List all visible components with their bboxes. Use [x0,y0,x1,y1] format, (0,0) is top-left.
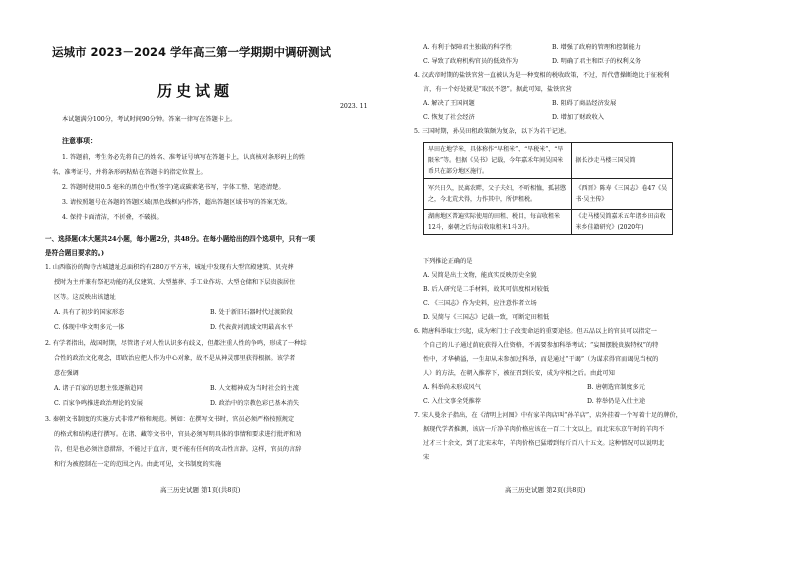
question-1-option[interactable]: C. 体现中华文明多元一体 [54,324,125,331]
question-6-stem: 人）的方法，在朝入推荐下，被征召到长安，成为宰相之后。由此可知 [423,370,615,377]
page-footer: 高三历史试题 第2页(共8页) [505,486,586,494]
table-row [424,179,673,210]
question-6-stem: 个自己的儿子通过荫庇获得入仕资格，不需要参加科举考试；“妄图摆脱贵族特权”的特 [423,342,659,349]
source-text: 军兴日久，民离农畔，父子夫妇，不听相恤，孤甚愍之，今北荒犬得，力作其中，所伊租税。 [424,179,572,210]
question-4-option[interactable]: D. 增加了财政收入 [552,114,604,121]
subject-title: 历史试题 [157,82,234,100]
source-citation: 《西晋》陈寿《三国志》卷47《吴书·吴主传》 [571,179,672,210]
source-text: 湖南地区普遍实际使用的田租、税目，每亩收租米12斗，秦朝之后每亩收取租米1斗3升。 [424,210,572,235]
page-footer: 高三历史试题 第1页(共8页) [160,486,241,494]
table-row [424,143,673,179]
question-2-option[interactable]: B. 人文精神成为当时社会的主流 [210,385,299,392]
exam-intro: 本试题满分100分，考试时间90分钟。答案一律写在答题卡上。 [62,116,237,123]
question-4-option[interactable]: A. 解决了王国问题 [423,100,475,107]
question-3-stem: 3. 秦朝文书制度的实施方式非常严格和规范。例如：在撰写文书时，官员必须严格按照规定 [45,416,295,423]
exam-title: 运城市 2023－2024 学年高三第一学期期中调研测试 [52,45,332,59]
question-4-option[interactable]: C. 恢复了社会经济 [423,114,475,121]
notice-line: 2. 答题时使用0.5 毫米的黑色中性(签字)笔或碳素笔书写，字体工整、笔迹清楚。 [62,184,285,191]
question-7-stem: 宋 [423,454,430,461]
question-3-option[interactable]: B. 增强了政府的管理和控制能力 [552,44,641,51]
question-7-stem: 7. 宋人曼余子指出，在《清明上河图》中有家羊肉店叫“孙羊店”，店外挂着一个写着十足的牌价， [414,412,682,419]
question-6-option[interactable]: A. 科举尚未形成风气 [423,384,481,391]
question-7-stem: 据现代学者推测，该店一斤净羊肉价格应该在一百二十文以上，而北宋东京午时的羊肉不 [423,426,665,433]
question-6-stem: 6. 隋唐科举取士兴起，成为寒门士子改变命运的重要途径。但五品以上的官员可以指定一 [414,328,657,335]
question-4-stem: 4. 汉武帝时期的盐铁官营一直被认为是一种变相的税收政策，不过，晋代曹操断绝比于征税利 [414,72,670,79]
question-3-option[interactable]: D. 明确了君主和臣子的权利义务 [552,58,642,65]
question-4-stem: 言，有一个好处就是“取民不怨”。据此可知，盐铁官营 [423,86,572,93]
question-6-stem: 性中，才华横溢，一生却从未参加过科举，而是通过“干谒”（为谋求得官而谒见当权的 [423,356,659,363]
notice-heading: 注意事项： [62,136,97,145]
question-1-option[interactable]: A. 具有了初步的国家形态 [54,309,125,316]
notice-line: 4. 保持卡面清洁，不折叠，不破损。 [62,214,163,221]
question-6-option[interactable]: B. 唐朝选官制度多元 [587,384,645,391]
question-2-option[interactable]: D. 政治中的宗教色彩已基本消失 [210,400,300,407]
question-5-option[interactable]: A. 吴简是出土文物，能真实反映历史全貌 [423,272,537,279]
question-3-stem: 告，但是也必须注意措辞，不能过于直言，更不能有任何的攻击性言辞。这样，官员的言辞 [54,446,302,453]
notice-line: 3. 请按照题号在各题的答题区域(黑色线框)内作答，超出答题区域书写的答案无效。 [62,199,292,206]
question-7-stem: 过才三十余文，到了北宋末年，羊肉价格已猛增到每斤百八十五文。这种情况可以说明北 [423,440,665,447]
question-2-stem: 意在强调 [54,370,79,377]
question-3-option[interactable]: A. 有利于保障君主独裁的科学性 [423,44,512,51]
source-citation: 《走马楼吴简嘉禾五年诸乡田亩收米乡佳籍研究》(2020年) [571,210,672,235]
source-text: 早田在地学米，具体称作“早租米”、“旱税米”、“旱限米”等。但据《吴书》记载，今年嘉禾年间吴国米币只在部分地区施行。 [424,143,572,179]
notice-line: 1. 答题前，考生务必先将自己的姓名、准考证号填写在答题卡上，认真核对条形码上的姓 [62,154,305,161]
section-heading: 是符合题目要求的。) [45,249,105,257]
question-1-stem: 区等。这反映出该遗址 [54,294,116,301]
notice-line: 名、准考证号，并将条形码粘贴在答题卡的指定位置上。 [52,169,207,176]
question-2-option[interactable]: A. 诸子百家的思想主张逐渐趋同 [54,385,143,392]
question-6-option[interactable]: C. 入仕文事全凭推荐 [423,398,481,405]
question-3-stem: 的格式和结构进行撰写。在诸、藏等文书中，官员必须写明具体的事情和要求进行批评和劝 [54,431,302,438]
source-citation: 据长沙走马楼三国吴简 [571,143,672,179]
question-3-stem: 和行为被控制在一定的范围之内。由此可见，文书制度的实施 [54,461,222,468]
question-1-option[interactable]: D. 代表黄河流域文明最高水平 [210,324,293,331]
question-1-option[interactable]: B. 处于新旧石器时代过渡阶段 [210,309,293,316]
question-6-option[interactable]: D. 荐举仍是入仕主途 [587,398,646,405]
source-table [423,142,673,235]
question-5-stem: 5. 三国时期，孙吴田租政策颇为复杂，以下为若干记述。 [414,128,571,135]
question-2-stem: 合性的政治文化观念，即政治应把人作为中心对象，故不是从神灵那里获得根据。该学者 [54,355,296,362]
question-4-option[interactable]: B. 阻碍了商品经济发展 [552,100,617,107]
question-1-stem: 1. 山西临汾的陶寺古城遗址总面积约有280万平方米，城址中发现有大型宫殿建筑、贝壳葬 [45,264,294,271]
exam-date: 2023. 11 [340,103,368,110]
exam-page-2 [397,0,794,562]
section-heading: 一、选择题(本大题共24小题，每小题2分，共48分。在每小题给出的四个选项中，只有一项 [45,235,316,243]
question-3-option[interactable]: C. 导致了政府机构官员的低效作为 [423,58,519,65]
question-2-option[interactable]: C. 百家争鸣推进政治理论的发展 [54,400,143,407]
question-2-stem: 2. 有学者指出，战国时期，尽管诸子对人性认识多有歧义，但都注重人性的争鸣，形成了一种综 [45,340,307,347]
table-row [424,210,673,235]
question-5-prompt: 下列推论正确的是 [423,258,473,265]
question-5-option[interactable]: B. 后人研究是二手材料，故其可信度相对较低 [423,286,550,293]
question-5-option[interactable]: D. 吴简与《三国志》记载一致，可断定田租低 [423,314,550,321]
question-1-stem: 授时为主并兼有祭祀功能的礼仪建筑、大型墓葬、手工业作坊、大型仓储和下层贵族居住 [54,279,296,286]
question-5-option[interactable]: C. 《三国志》作为史料，应注意作者立场 [423,300,537,307]
